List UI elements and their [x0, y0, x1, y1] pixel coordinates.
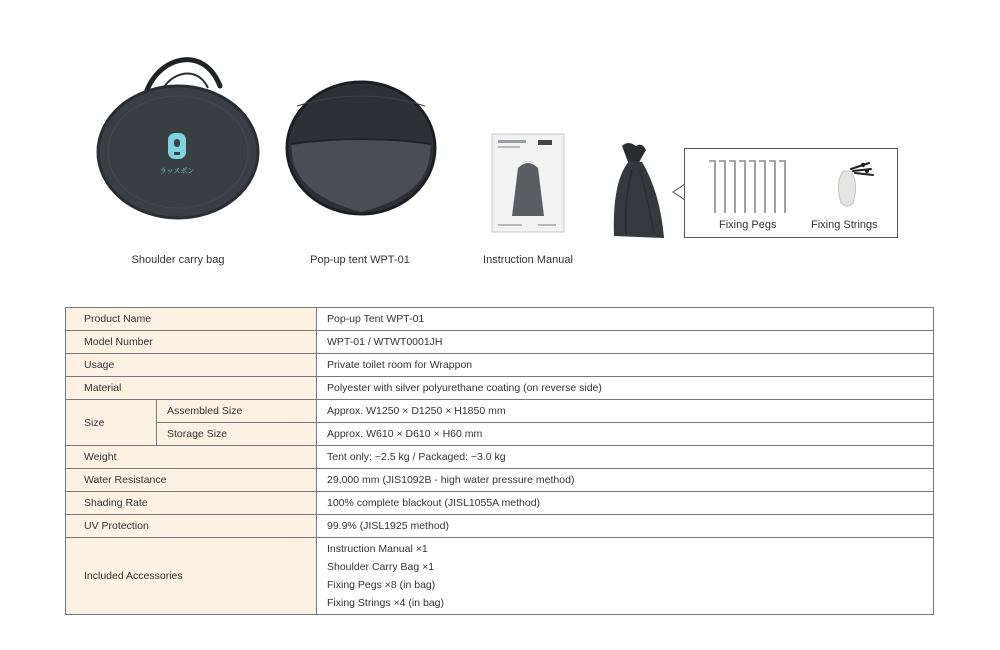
fixing-pegs-label: Fixing Pegs: [719, 219, 777, 231]
accessory-item: Fixing Pegs ×8 (in bag): [327, 579, 436, 591]
table-row: [66, 515, 934, 538]
storage-size-label: Storage Size: [157, 423, 317, 446]
shading-rate-value: 100% complete blackout (JISL1055A method): [317, 492, 934, 515]
table-row: [66, 446, 934, 469]
pop-up-tent-image: [283, 80, 439, 217]
assembled-size-label: Assembled Size: [157, 400, 317, 423]
product-name-value: Pop-up Tent WPT-01: [317, 308, 934, 331]
material-value: Polyester with silver polyurethane coating (on reverse side): [317, 377, 934, 400]
table-row: [66, 377, 934, 400]
usage-value: Private toilet room for Wrappon: [317, 354, 934, 377]
shoulder-carry-bag-image: [92, 40, 264, 220]
accessory-item: Fixing Strings ×4 (in bag): [327, 597, 445, 609]
table-row: [66, 354, 934, 377]
size-label: Size: [66, 400, 157, 446]
weight-value: Tent only: ~2.5 kg / Packaged: ~3.0 kg: [317, 446, 934, 469]
model-number-value: WPT-01 / WTWT0001JH: [317, 331, 934, 354]
accessory-item: Instruction Manual ×1: [327, 543, 428, 555]
table-row: [66, 331, 934, 354]
fixing-strings-image: [833, 159, 877, 211]
bag-caption: Shoulder carry bag: [131, 254, 225, 266]
uv-protection-value: 99.9% (JISL1925 method): [317, 515, 934, 538]
tent-caption: Pop-up tent WPT-01: [310, 254, 410, 266]
table-row: [66, 400, 934, 423]
fixing-pegs-image: [705, 157, 795, 217]
water-resistance-label: Water Resistance: [66, 469, 317, 492]
included-accessories-value: [317, 538, 934, 615]
shading-rate-label: Shading Rate: [66, 492, 317, 515]
material-label: Material: [66, 377, 317, 400]
product-name-label: Product Name: [66, 308, 317, 331]
table-row: [66, 308, 934, 331]
model-number-label: Model Number: [66, 331, 317, 354]
assembled-size-value: Approx. W1250 × D1250 × H1850 mm: [317, 400, 934, 423]
usage-label: Usage: [66, 354, 317, 377]
table-row: [66, 492, 934, 515]
fixing-strings-label: Fixing Strings: [811, 219, 878, 231]
table-row: [66, 423, 934, 446]
weight-label: Weight: [66, 446, 317, 469]
included-accessories-label: Included Accessories: [66, 538, 317, 615]
uv-protection-label: UV Protection: [66, 515, 317, 538]
accessories-callout: [684, 148, 898, 238]
table-row: [66, 469, 934, 492]
specification-table: [65, 307, 934, 615]
water-resistance-value: 29,000 mm (JIS1092B - high water pressure method): [317, 469, 934, 492]
manual-caption: Instruction Manual: [483, 254, 573, 266]
drawstring-bag-image: [608, 140, 670, 242]
accessory-item: Shoulder Carry Bag ×1: [327, 561, 435, 573]
storage-size-value: Approx. W610 × D610 × H60 mm: [317, 423, 934, 446]
svg-text:ラッスポン: ラッスポン: [159, 167, 195, 175]
instruction-manual-image: [490, 132, 566, 234]
table-row: [66, 538, 934, 615]
